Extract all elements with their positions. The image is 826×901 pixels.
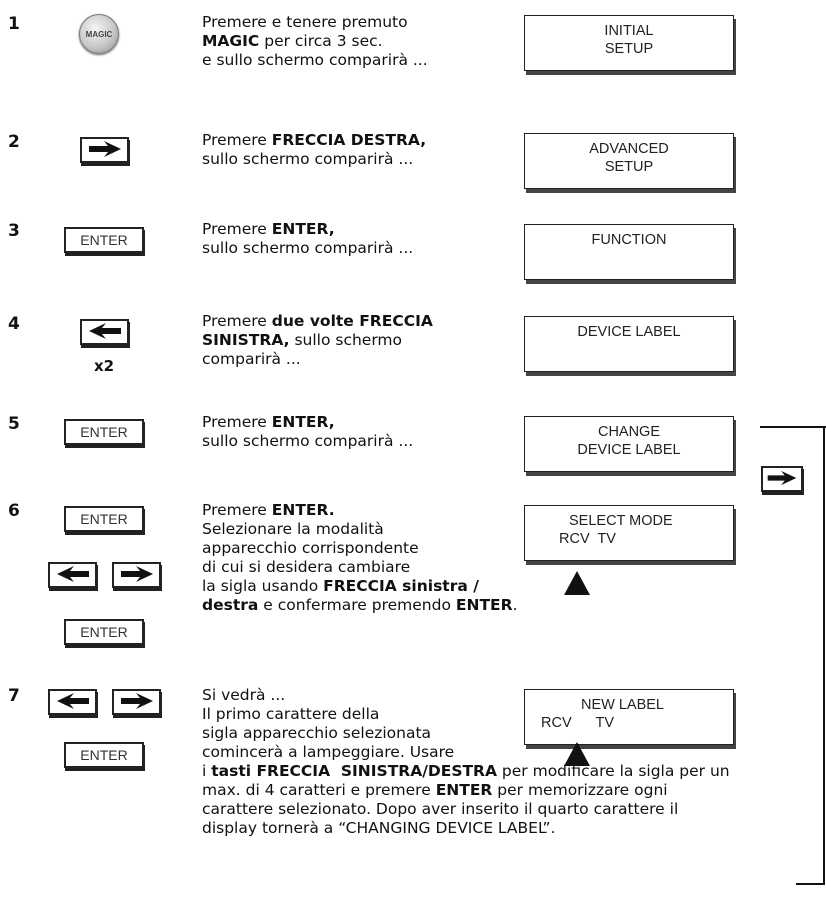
- return-line-top: [760, 426, 826, 428]
- return-line-right: [823, 426, 825, 885]
- magic-button-label: MAGIC: [85, 29, 113, 39]
- enter-key-icon: ENTER: [64, 742, 144, 768]
- right-arrow-key-icon: [112, 689, 161, 715]
- right-arrow-key-icon: [80, 137, 129, 163]
- step-number-3: 3: [8, 221, 20, 241]
- display-initial-setup: INITIAL SETUP: [524, 15, 734, 71]
- step-number-4: 4: [8, 314, 20, 334]
- display-function: FUNCTION: [524, 224, 734, 280]
- right-arrow-key-icon: [761, 466, 803, 492]
- enter-key-icon: ENTER: [64, 619, 144, 645]
- step-4-description: Premere due volte FRECCIA SINISTRA, sullo schermo comparirà ...: [202, 312, 433, 368]
- enter-key-icon: ENTER: [64, 419, 144, 445]
- step-5-description: Premere ENTER, sullo schermo comparirà ...: [202, 413, 414, 450]
- selection-pointer-icon: [564, 571, 590, 595]
- enter-key-icon: ENTER: [64, 227, 144, 253]
- left-arrow-key-icon: [80, 319, 129, 345]
- display-new-label: NEW LABEL RCV TV: [524, 689, 734, 745]
- return-line-bottom: [796, 883, 825, 885]
- step-number-2: 2: [8, 132, 20, 152]
- left-arrow-key-icon: [48, 689, 97, 715]
- display-device-label: DEVICE LABEL: [524, 316, 734, 372]
- display-select-mode: SELECT MODE RCV TV: [524, 505, 734, 561]
- step-number-5: 5: [8, 414, 20, 434]
- press-twice-multiplier: x2: [94, 357, 115, 375]
- step-7-description: Si vedrà ... Il primo carattere della sigla apparecchio selezionata comincerà a lampeggiare. Usare i tasti FRECCIA SINISTRA/DESTRA per modificare la sigla per un max. di 4 caratteri e premere ENTER per memorizzare ogni carattere selezionato. Dopo aver inserito il quarto carattere il display tornerà a “CHANGING DEVICE LABEL”.: [202, 686, 730, 837]
- step-1-description: Premere e tenere premuto MAGIC per circa 3 sec. e sullo schermo comparirà ...: [202, 13, 428, 69]
- step-2-description: Premere FRECCIA DESTRA, sullo schermo comparirà ...: [202, 131, 427, 168]
- step-number-6: 6: [8, 501, 20, 521]
- left-arrow-key-icon: [48, 562, 97, 588]
- display-change-device-label: CHANGE DEVICE LABEL: [524, 416, 734, 472]
- display-advanced-setup: ADVANCED SETUP: [524, 133, 734, 189]
- step-3-description: Premere ENTER, sullo schermo comparirà ...: [202, 220, 414, 257]
- step-6-description: Premere ENTER. Selezionare la modalità apparecchio corrispondente di cui si desidera cambiare la sigla usando FRECCIA sinistra / destra e confermare premendo ENTER.: [202, 501, 518, 614]
- magic-button-icon: [79, 14, 119, 54]
- enter-key-icon: ENTER: [64, 506, 144, 532]
- right-arrow-key-icon: [112, 562, 161, 588]
- selection-pointer-icon: [564, 742, 590, 766]
- step-number-1: 1: [8, 14, 20, 34]
- step-number-7: 7: [8, 686, 20, 706]
